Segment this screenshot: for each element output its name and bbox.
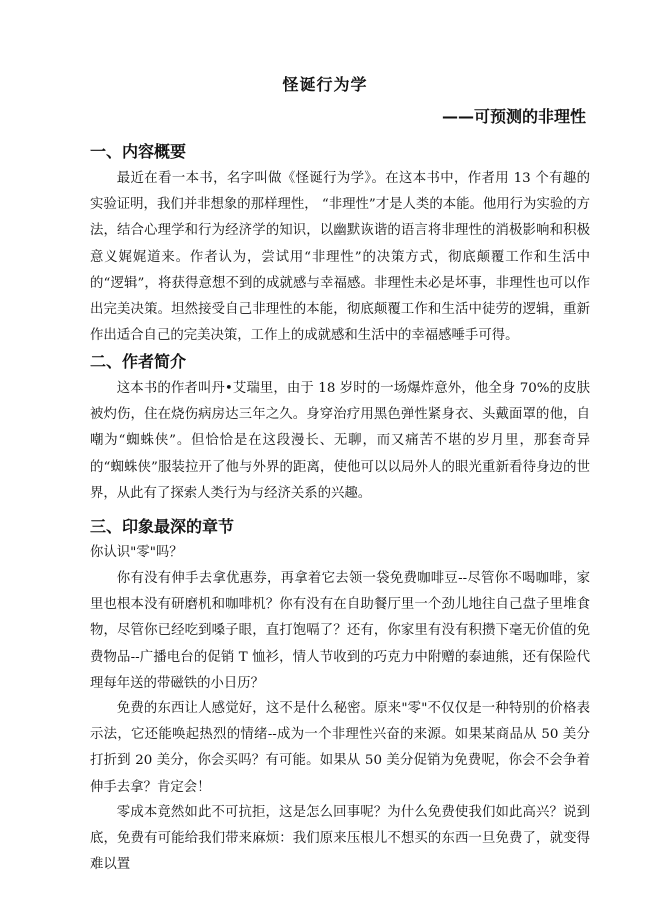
chapter-paragraph-1: 你有没有伸手去拿优惠券，再拿着它去领一袋免费咖啡豆--尽管你不喝咖啡，家里也根本没有研磨机和咖啡机？你有没有在自助餐厅里一个劲儿地往自己盘子里堆食物，尽管你已经吃到嗓子眼，直打饱嗝了？还有，你家里有没有积攒下毫无价值的免费物品--广播电台的促销 T 恤衫，情人节收到的巧克力中附赠的泰迪熊，还有保险代理每年送的带磁铁的小日历？ [90,571,590,691]
chapter-paragraph-2: 免费的东西让人感觉好，这不是什么秘密。原来"零"不仅仅是一种特别的价格表示法，它还能唤起热烈的情绪--成为一个非理性兴奋的来源。如果某商品从 50 美分打折到 20 美分，你会买吗？有可能。如果从 50 美分促销为免费呢，你会不会争着伸手去拿？肯定会！ [90,701,590,795]
author-paragraph: 这本书的作者叫丹•艾瑞里，由于 18 岁时的一场爆炸意外，他全身 70%的皮肤被灼伤，住在烧伤病房达三年之久。身穿治疗用黑色弹性紧身衣、头戴面罩的他，自嘲为“蜘蛛侠”。但恰恰是在这段漫长、无聊，而又痛苦不堪的岁月里，那套奇异的“蜘蛛侠”服装拉开了他与外界的距离，使他可以以局外人的眼光重新看待身边的世界，从此有了探索人类行为与经济关系的兴趣。 [90,381,590,501]
section-heading-author: 二、作者简介 [90,352,187,371]
document-title: 怪诞行为学 [282,75,368,94]
document-subtitle: ——可预测的非理性 [441,107,586,126]
section-heading-summary: 一、内容概要 [90,142,187,161]
chapter-lead: 你认识"零"吗？ [90,545,183,560]
summary-paragraph: 最近在看一本书，名字叫做《怪诞行为学》。在这本书中，作者用 13 个有趣的实验证明，我们并非想象的那样理性， “非理性”才是人类的本能。他用行为实验的方法，结合心理学和行为经济学的知识，以幽默诙谐的语言将非理性的消极影响和积极意义娓娓道来。作者认为，尝试用“非理性”的决策方式，彻底颠覆工作和生活中的“逻辑”，将获得意想不到的成就感与幸福感。非理性未必是坏事，非理性也可以作出完美决策。坦然接受自己非理性的本能，彻底颠覆工作和生活中徒劳的逻辑，重新作出适合自己的完美决策，工作上的成就感和生活中的幸福感唾手可得。 [90,171,591,344]
section-heading-chapter: 三、印象最深的章节 [90,517,235,536]
chapter-paragraph-3: 零成本竟然如此不可抗拒，这是怎么回事呢？为什么免费使我们如此高兴？说到底，免费有可能给我们带来麻烦：我们原来压根儿不想买的东西一旦免费了，就变得难以置 [90,805,590,873]
